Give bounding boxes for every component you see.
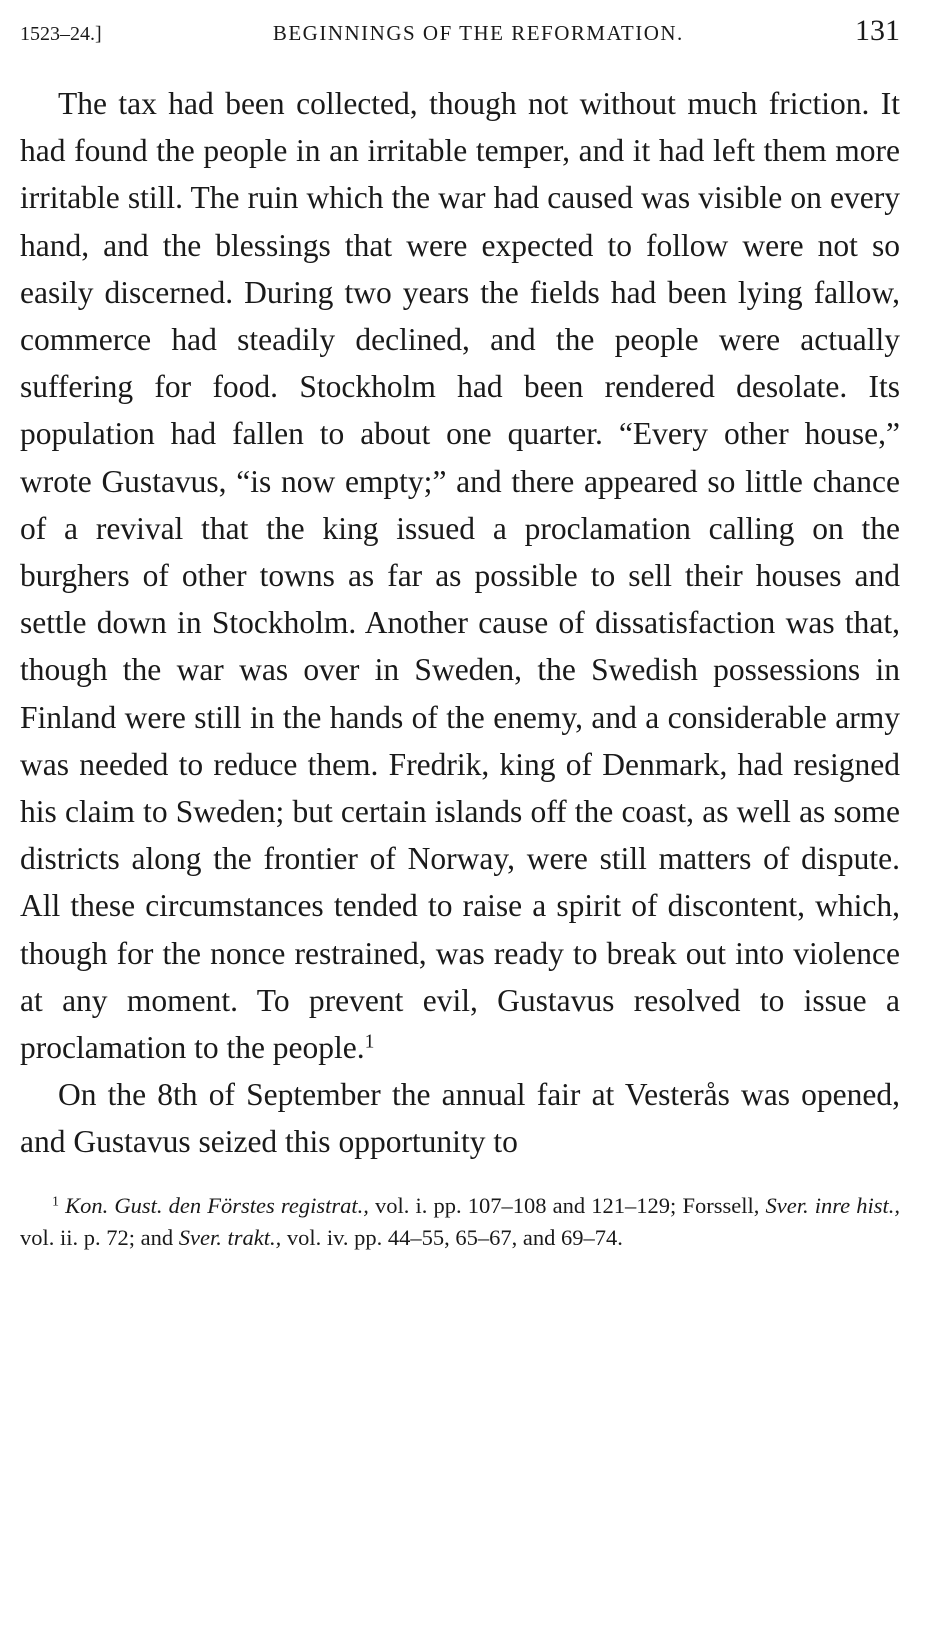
footnote-source-detail: vol. i. pp. 107–108 and 121–129; <box>374 1192 677 1218</box>
footnote <box>20 1190 900 1255</box>
footnote-source-title: Kon. Gust. den Förstes registrat., <box>65 1192 369 1218</box>
paragraph <box>20 80 900 1071</box>
running-head-date-range: 1523–24.] <box>20 23 102 45</box>
running-head <box>20 14 900 54</box>
page-number: 131 <box>855 14 900 47</box>
footnote-reference: 1 <box>364 1031 375 1053</box>
book-page <box>20 14 900 1255</box>
paragraph-text: The tax had been collected, though not without much friction. It had found the people in an irritable temper, and it had left them more irritable still. The ruin which the war had caused was visible on every hand, and the blessings that were expected to follow were not so easily discerned. During two years the fields had been lying fallow, commerce had steadily declined, and the people were actually suffering for food. Stockholm had been rendered desolate. Its population had fallen to about one quarter. “Every other house,” wrote Gustavus, “is now empty;” and there appeared so little chance of a revival that the king issued a proclamation calling on the burghers of other towns as far as possible to sell their houses and settle down in Stockholm. Another cause of dissatisfaction was that, though the war was over in Sweden, the Swedish possessions in Finland were still in the hands of the enemy, and a considerable army was needed to reduce them. Fredrik, king of Denmark, had resigned his claim to Sweden; but certain islands off the coast, as well as some districts along the frontier of Norway, were still matters of dispute. All these circumstances tended to raise a spirit of discontent, which, though for the nonce restrained, was ready to break out into violence at any moment. To prevent evil, Gustavus resolved to issue a proclamation to the people. <box>20 86 900 1066</box>
footnote-paragraph <box>20 1190 900 1255</box>
paragraph-text: On the 8th of September the annual fair at Vesterås was opened, and Gustavus seized this opportunity to <box>20 1077 900 1160</box>
footnote-source-title: Sver. inre hist., <box>765 1192 901 1218</box>
footnote-source-detail: vol. ii. p. 72; and <box>20 1225 174 1251</box>
running-head-title: BEGINNINGS OF THE REFORMATION. <box>272 21 684 45</box>
footnote-source-detail: vol. iv. pp. 44–55, 65–67, and 69–74. <box>286 1225 623 1251</box>
paragraph <box>20 1071 900 1165</box>
footnote-marker: 1 <box>52 1194 59 1209</box>
footnote-source-title: Sver. trakt., <box>178 1225 282 1251</box>
footnote-author: Forssell, <box>682 1192 760 1218</box>
body-text <box>20 80 900 1166</box>
